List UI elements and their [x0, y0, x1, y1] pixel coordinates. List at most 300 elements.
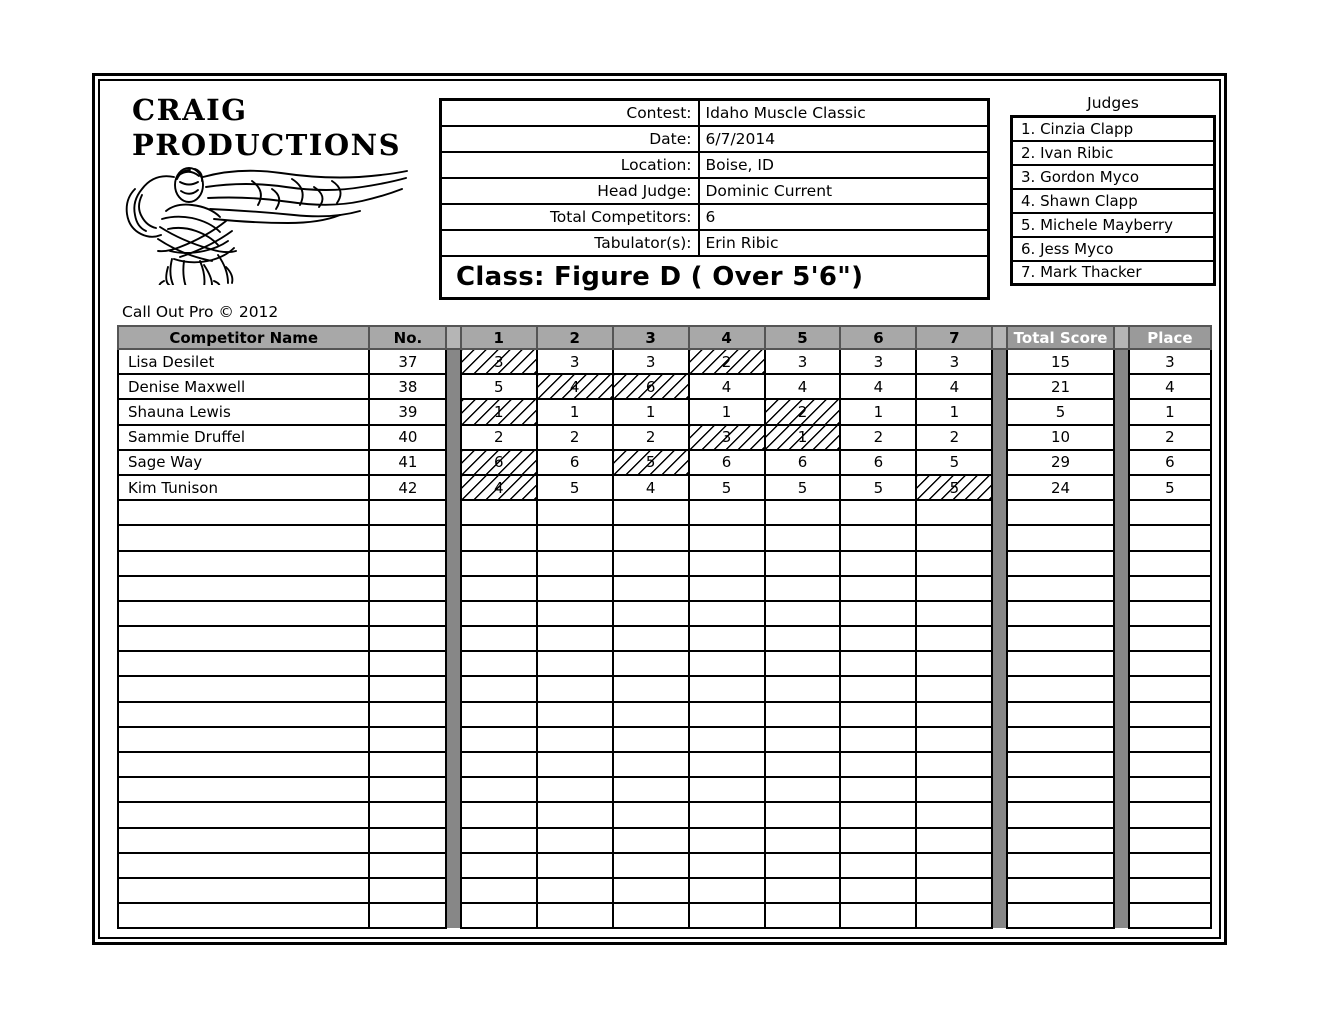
date-value[interactable]: 6/7/2014	[699, 126, 989, 152]
judge-score-cell-7[interactable]	[916, 802, 992, 827]
spacer-column-left	[446, 802, 460, 827]
contest-info-row	[441, 178, 989, 204]
total-score-cell	[1007, 802, 1115, 827]
judge-score-cell-2[interactable]: 4	[537, 374, 613, 399]
judge-score-cell-6[interactable]	[840, 878, 916, 903]
judge-score-cell-3[interactable]	[613, 853, 689, 878]
judge-score-cell-5[interactable]	[765, 651, 841, 676]
judge-score-cell-7[interactable]: 3	[916, 349, 992, 374]
contest-info-row	[441, 204, 989, 230]
judge-score-cell-5[interactable]	[765, 702, 841, 727]
judge-score-cell-4[interactable]: 3	[689, 425, 765, 450]
judge-score-cell-1[interactable]: 6	[461, 450, 537, 475]
judge-score-cell-5[interactable]: 6	[765, 450, 841, 475]
judge-score-cell-3[interactable]	[613, 551, 689, 576]
judge-score-cell-4[interactable]	[689, 853, 765, 878]
total-competitors-label: Total Competitors:	[441, 204, 699, 230]
spacer-column-left	[446, 475, 460, 500]
table-row	[118, 374, 1211, 399]
judge-score-cell-2[interactable]: 1	[537, 399, 613, 424]
judge-score-cell-1[interactable]	[461, 651, 537, 676]
judge-score-cell-2[interactable]	[537, 853, 613, 878]
judge-score-cell-6[interactable]: 1	[840, 399, 916, 424]
total-competitors-value[interactable]: 6	[699, 204, 989, 230]
judge-score-cell-7[interactable]	[916, 576, 992, 601]
judge-score-cell-3[interactable]: 5	[613, 450, 689, 475]
place-cell	[1129, 626, 1211, 651]
judge-score-cell-6[interactable]	[840, 903, 916, 928]
judge-score-cell-5[interactable]	[765, 676, 841, 701]
judge-score-cell-3[interactable]: 4	[613, 475, 689, 500]
spacer-column-mid	[992, 601, 1006, 626]
competitor-number-cell[interactable]	[369, 802, 446, 827]
competitor-name-cell[interactable]	[118, 626, 369, 651]
judge-score-cell-3[interactable]	[613, 651, 689, 676]
judge-score-cell-2[interactable]	[537, 727, 613, 752]
judge-score-cell-3[interactable]	[613, 777, 689, 802]
judge-score-cell-2[interactable]: 2	[537, 425, 613, 450]
judge-score-cell-5[interactable]	[765, 752, 841, 777]
judge-name-3[interactable]: 3. Gordon Myco	[1012, 165, 1215, 189]
spacer-column-right	[1114, 702, 1128, 727]
judge-score-cell-6[interactable]: 5	[840, 475, 916, 500]
judge-score-cell-2[interactable]: 5	[537, 475, 613, 500]
contest-info-row	[441, 100, 989, 126]
judge-score-cell-4[interactable]	[689, 828, 765, 853]
judge-score-cell-4[interactable]: 2	[689, 349, 765, 374]
judge-score-cell-1[interactable]	[461, 853, 537, 878]
competitor-name-cell[interactable]: Shauna Lewis	[118, 399, 369, 424]
spacer-column-left	[446, 374, 460, 399]
contest-value[interactable]: Idaho Muscle Classic	[699, 100, 989, 126]
judge-score-cell-2[interactable]	[537, 676, 613, 701]
judge-score-cell-6[interactable]	[840, 777, 916, 802]
judge-score-cell-3[interactable]	[613, 878, 689, 903]
judge-score-cell-1[interactable]	[461, 626, 537, 651]
spacer-column-mid	[992, 349, 1006, 374]
judge-score-cell-6[interactable]	[840, 601, 916, 626]
judge-score-cell-5[interactable]	[765, 802, 841, 827]
judge-score-cell-2[interactable]	[537, 576, 613, 601]
competitor-number-cell[interactable]	[369, 702, 446, 727]
judge-score-cell-3[interactable]: 1	[613, 399, 689, 424]
judge-score-cell-5[interactable]	[765, 551, 841, 576]
competitor-name-cell[interactable]	[118, 525, 369, 550]
judge-score-cell-7[interactable]: 4	[916, 374, 992, 399]
judge-score-cell-6[interactable]: 6	[840, 450, 916, 475]
judge-score-cell-1[interactable]	[461, 576, 537, 601]
judge-score-cell-5[interactable]: 3	[765, 349, 841, 374]
judge-score-cell-6[interactable]	[840, 500, 916, 525]
judge-score-cell-2[interactable]	[537, 752, 613, 777]
judge-score-cell-6[interactable]	[840, 727, 916, 752]
judge-score-cell-5[interactable]	[765, 576, 841, 601]
judge-score-cell-4[interactable]	[689, 752, 765, 777]
spacer-column-left	[446, 727, 460, 752]
judge-score-cell-2[interactable]	[537, 702, 613, 727]
scorecard-sheet	[92, 73, 1227, 945]
judge-score-cell-6[interactable]	[840, 752, 916, 777]
judge-score-cell-3[interactable]	[613, 576, 689, 601]
judge-score-cell-5[interactable]	[765, 903, 841, 928]
spacer-column-left	[446, 551, 460, 576]
spacer-column-right	[1114, 374, 1128, 399]
judge-score-cell-1[interactable]	[461, 727, 537, 752]
judge-score-cell-2[interactable]	[537, 802, 613, 827]
competitor-name-cell[interactable]	[118, 576, 369, 601]
competitor-number-cell[interactable]	[369, 853, 446, 878]
contest-info-row	[441, 152, 989, 178]
judge-score-cell-2[interactable]	[537, 601, 613, 626]
judge-score-cell-1[interactable]	[461, 500, 537, 525]
competitor-number-cell[interactable]	[369, 601, 446, 626]
competitor-number-cell[interactable]	[369, 828, 446, 853]
place-cell	[1129, 500, 1211, 525]
contest-info-row	[441, 230, 989, 256]
judge-score-cell-4[interactable]: 1	[689, 399, 765, 424]
total-score-cell	[1007, 828, 1115, 853]
location-value[interactable]: Boise, ID	[699, 152, 989, 178]
judge-score-cell-1[interactable]	[461, 702, 537, 727]
judge-score-cell-6[interactable]: 2	[840, 425, 916, 450]
judge-score-cell-2[interactable]: 3	[537, 349, 613, 374]
spacer-column-mid	[992, 878, 1006, 903]
judge-score-cell-3[interactable]	[613, 727, 689, 752]
judge-score-cell-1[interactable]: 1	[461, 399, 537, 424]
spacer-column-mid	[992, 903, 1006, 928]
judge-name-2[interactable]: 2. Ivan Ribic	[1012, 141, 1215, 165]
judge-score-cell-7[interactable]	[916, 651, 992, 676]
judge-score-cell-3[interactable]	[613, 752, 689, 777]
judge-score-cell-5[interactable]: 2	[765, 399, 841, 424]
spacer-column-mid	[992, 777, 1006, 802]
judge-score-cell-7[interactable]	[916, 500, 992, 525]
judge-score-cell-5[interactable]: 1	[765, 425, 841, 450]
judge-score-cell-2[interactable]	[537, 651, 613, 676]
judge-score-cell-4[interactable]	[689, 903, 765, 928]
judge-score-cell-2[interactable]	[537, 551, 613, 576]
total-score-cell	[1007, 551, 1115, 576]
competitor-number-cell[interactable]	[369, 576, 446, 601]
judge-score-cell-5[interactable]	[765, 853, 841, 878]
judge-score-cell-6[interactable]	[840, 576, 916, 601]
judge-row	[1012, 165, 1215, 189]
spacer-column-mid	[992, 450, 1006, 475]
judge-score-cell-2[interactable]	[537, 878, 613, 903]
spacer-column-left	[446, 626, 460, 651]
competitor-number-cell[interactable]	[369, 626, 446, 651]
competitor-name-cell[interactable]	[118, 853, 369, 878]
class-row	[441, 256, 989, 299]
judge-score-cell-5[interactable]	[765, 727, 841, 752]
judge-score-cell-4[interactable]	[689, 551, 765, 576]
competitor-name-cell[interactable]: Lisa Desilet	[118, 349, 369, 374]
judge-score-cell-2[interactable]	[537, 500, 613, 525]
competitor-number-cell[interactable]	[369, 525, 446, 550]
judge-score-cell-7[interactable]	[916, 551, 992, 576]
total-score-cell: 10	[1007, 425, 1115, 450]
judge-score-cell-4[interactable]	[689, 777, 765, 802]
spacer-column-right	[1114, 903, 1128, 928]
judge-score-cell-1[interactable]: 4	[461, 475, 537, 500]
judge-score-cell-3[interactable]	[613, 802, 689, 827]
spacer-column-left	[446, 676, 460, 701]
competitor-name-cell[interactable]	[118, 676, 369, 701]
judge-score-cell-7[interactable]: 2	[916, 425, 992, 450]
judge-score-cell-4[interactable]	[689, 802, 765, 827]
total-score-cell: 5	[1007, 399, 1115, 424]
judge-score-cell-7[interactable]	[916, 702, 992, 727]
judge-score-cell-3[interactable]: 3	[613, 349, 689, 374]
judge-score-cell-2[interactable]	[537, 626, 613, 651]
table-row-empty	[118, 500, 1211, 525]
judge-score-cell-7[interactable]: 5	[916, 475, 992, 500]
competitor-name-cell[interactable]	[118, 651, 369, 676]
judge-score-cell-3[interactable]	[613, 828, 689, 853]
head-judge-label: Head Judge:	[441, 178, 699, 204]
header-place: Place	[1129, 326, 1211, 349]
judge-score-cell-6[interactable]	[840, 551, 916, 576]
judge-score-cell-6[interactable]	[840, 676, 916, 701]
contest-label: Contest:	[441, 100, 699, 126]
judge-score-cell-2[interactable]	[537, 777, 613, 802]
spacer-column-left	[446, 425, 460, 450]
header-judge-5: 5	[765, 326, 841, 349]
judge-score-cell-7[interactable]	[916, 676, 992, 701]
judge-score-cell-1[interactable]	[461, 828, 537, 853]
judge-score-cell-7[interactable]	[916, 752, 992, 777]
competitor-name-cell[interactable]	[118, 500, 369, 525]
spacer-column-mid	[992, 853, 1006, 878]
spacer-column-right	[1114, 878, 1128, 903]
competitor-name-cell[interactable]	[118, 702, 369, 727]
judge-score-cell-4[interactable]	[689, 651, 765, 676]
place-cell	[1129, 551, 1211, 576]
judge-score-cell-3[interactable]	[613, 500, 689, 525]
competitor-number-cell[interactable]	[369, 727, 446, 752]
judge-score-cell-2[interactable]: 6	[537, 450, 613, 475]
judge-score-cell-3[interactable]	[613, 525, 689, 550]
competitor-name-cell[interactable]: Denise Maxwell	[118, 374, 369, 399]
judge-score-cell-5[interactable]	[765, 828, 841, 853]
judge-score-cell-5[interactable]	[765, 777, 841, 802]
table-row-empty	[118, 828, 1211, 853]
competitor-number-cell[interactable]	[369, 651, 446, 676]
spacer-column-mid	[992, 802, 1006, 827]
competitor-number-cell[interactable]	[369, 551, 446, 576]
judge-score-cell-1[interactable]	[461, 777, 537, 802]
judge-score-cell-7[interactable]: 1	[916, 399, 992, 424]
judge-score-cell-4[interactable]: 4	[689, 374, 765, 399]
judge-name-5[interactable]: 5. Michele Mayberry	[1012, 213, 1215, 237]
header-competitor-name: Competitor Name	[118, 326, 369, 349]
judge-score-cell-1[interactable]: 5	[461, 374, 537, 399]
competitor-name-cell[interactable]	[118, 551, 369, 576]
header-total-score: Total Score	[1007, 326, 1115, 349]
competitor-number-cell[interactable]: 37	[369, 349, 446, 374]
score-grid	[117, 325, 1212, 929]
spacer-column-left	[446, 878, 460, 903]
judge-score-cell-6[interactable]	[840, 651, 916, 676]
judge-score-cell-7[interactable]	[916, 525, 992, 550]
judge-score-cell-1[interactable]	[461, 802, 537, 827]
judge-score-cell-1[interactable]	[461, 676, 537, 701]
competitor-number-cell[interactable]: 40	[369, 425, 446, 450]
judge-score-cell-1[interactable]	[461, 551, 537, 576]
total-score-cell	[1007, 777, 1115, 802]
judge-score-cell-1[interactable]	[461, 903, 537, 928]
spacer-column-mid	[992, 500, 1006, 525]
judge-score-cell-7[interactable]	[916, 828, 992, 853]
competitor-number-cell[interactable]	[369, 676, 446, 701]
header-number: No.	[369, 326, 446, 349]
competitor-name-cell[interactable]: Kim Tunison	[118, 475, 369, 500]
judge-score-cell-4[interactable]	[689, 702, 765, 727]
competitor-number-cell[interactable]	[369, 500, 446, 525]
judge-score-cell-6[interactable]: 4	[840, 374, 916, 399]
table-row-empty	[118, 878, 1211, 903]
judge-score-cell-4[interactable]: 6	[689, 450, 765, 475]
place-cell	[1129, 676, 1211, 701]
judge-score-cell-6[interactable]	[840, 525, 916, 550]
competitor-name-cell[interactable]	[118, 752, 369, 777]
head-judge-value[interactable]: Dominic Current	[699, 178, 989, 204]
judge-score-cell-5[interactable]: 5	[765, 475, 841, 500]
place-cell	[1129, 878, 1211, 903]
judge-score-cell-4[interactable]	[689, 601, 765, 626]
judge-score-cell-1[interactable]	[461, 601, 537, 626]
judge-score-cell-6[interactable]	[840, 828, 916, 853]
competitor-number-cell[interactable]: 38	[369, 374, 446, 399]
table-row-empty	[118, 853, 1211, 878]
judge-score-cell-2[interactable]	[537, 525, 613, 550]
spacer-column-mid	[992, 626, 1006, 651]
judge-score-cell-5[interactable]	[765, 601, 841, 626]
judge-score-cell-7[interactable]	[916, 853, 992, 878]
judge-score-cell-3[interactable]	[613, 601, 689, 626]
spacer-column-right	[1114, 349, 1128, 374]
judge-score-cell-3[interactable]: 6	[613, 374, 689, 399]
spacer-column-right	[1114, 525, 1128, 550]
judge-name-4[interactable]: 4. Shawn Clapp	[1012, 189, 1215, 213]
judge-score-cell-5[interactable]	[765, 878, 841, 903]
score-grid-header-row	[118, 326, 1211, 349]
judge-score-cell-7[interactable]	[916, 601, 992, 626]
table-row-empty	[118, 777, 1211, 802]
spacer-column-mid	[992, 752, 1006, 777]
judge-score-cell-5[interactable]	[765, 500, 841, 525]
judge-score-cell-7[interactable]	[916, 878, 992, 903]
judge-name-1[interactable]: 1. Cinzia Clapp	[1012, 117, 1215, 141]
logo-line-1: CRAIG	[132, 93, 248, 127]
judge-score-cell-7[interactable]	[916, 727, 992, 752]
competitor-name-cell[interactable]	[118, 878, 369, 903]
total-score-cell	[1007, 601, 1115, 626]
total-score-cell	[1007, 676, 1115, 701]
competitor-number-cell[interactable]	[369, 752, 446, 777]
tabulators-value[interactable]: Erin Ribic	[699, 230, 989, 256]
judge-score-cell-2[interactable]	[537, 903, 613, 928]
judge-score-cell-3[interactable]	[613, 702, 689, 727]
judge-score-cell-5[interactable]	[765, 626, 841, 651]
header-judge-3: 3	[613, 326, 689, 349]
judge-score-cell-4[interactable]	[689, 676, 765, 701]
judge-score-cell-1[interactable]: 2	[461, 425, 537, 450]
judge-score-cell-6[interactable]	[840, 853, 916, 878]
spacer-column-right	[1114, 626, 1128, 651]
judge-score-cell-4[interactable]	[689, 626, 765, 651]
judge-score-cell-1[interactable]	[461, 525, 537, 550]
competitor-name-cell[interactable]	[118, 828, 369, 853]
competitor-name-cell[interactable]	[118, 601, 369, 626]
competitor-name-cell[interactable]	[118, 802, 369, 827]
spacer-column-mid	[992, 828, 1006, 853]
competitor-name-cell[interactable]	[118, 777, 369, 802]
judge-score-cell-1[interactable]	[461, 752, 537, 777]
judge-score-cell-6[interactable]	[840, 702, 916, 727]
spacer-column-mid	[992, 576, 1006, 601]
table-row-empty	[118, 601, 1211, 626]
competitor-name-cell[interactable]	[118, 727, 369, 752]
spacer-column-right	[1114, 601, 1128, 626]
judge-score-cell-7[interactable]	[916, 626, 992, 651]
competitor-number-cell[interactable]: 39	[369, 399, 446, 424]
place-cell	[1129, 903, 1211, 928]
competitor-number-cell[interactable]	[369, 777, 446, 802]
judge-score-cell-1[interactable]: 3	[461, 349, 537, 374]
place-cell	[1129, 601, 1211, 626]
judge-score-cell-4[interactable]	[689, 525, 765, 550]
competitor-number-cell[interactable]: 41	[369, 450, 446, 475]
judge-name-6[interactable]: 6. Jess Myco	[1012, 237, 1215, 261]
logo-line-2: PRODUCTIONS	[132, 128, 402, 163]
spacer-column-mid	[992, 551, 1006, 576]
judge-score-cell-3[interactable]	[613, 903, 689, 928]
judge-score-cell-6[interactable]: 3	[840, 349, 916, 374]
judge-score-cell-4[interactable]	[689, 878, 765, 903]
spacer-column-right	[1114, 576, 1128, 601]
judge-score-cell-7[interactable]	[916, 777, 992, 802]
judge-score-cell-5[interactable]	[765, 525, 841, 550]
competitor-number-cell[interactable]: 42	[369, 475, 446, 500]
judge-score-cell-7[interactable]: 5	[916, 450, 992, 475]
judge-score-cell-4[interactable]	[689, 500, 765, 525]
judge-score-cell-4[interactable]	[689, 576, 765, 601]
competitor-name-cell[interactable]: Sammie Druffel	[118, 425, 369, 450]
judge-score-cell-1[interactable]	[461, 878, 537, 903]
judge-score-cell-3[interactable]: 2	[613, 425, 689, 450]
judge-score-cell-3[interactable]	[613, 626, 689, 651]
judge-score-cell-2[interactable]	[537, 828, 613, 853]
table-row-empty	[118, 702, 1211, 727]
table-row-empty	[118, 525, 1211, 550]
competitor-name-cell[interactable]	[118, 903, 369, 928]
competitor-number-cell[interactable]	[369, 903, 446, 928]
judge-score-cell-3[interactable]	[613, 676, 689, 701]
judge-score-cell-7[interactable]	[916, 903, 992, 928]
total-score-cell	[1007, 727, 1115, 752]
judge-name-7[interactable]: 7. Mark Thacker	[1012, 261, 1215, 285]
header-judge-2: 2	[537, 326, 613, 349]
competitor-name-cell[interactable]: Sage Way	[118, 450, 369, 475]
total-score-cell: 29	[1007, 450, 1115, 475]
judge-score-cell-4[interactable]	[689, 727, 765, 752]
judge-score-cell-6[interactable]	[840, 802, 916, 827]
judge-score-cell-6[interactable]	[840, 626, 916, 651]
judge-score-cell-5[interactable]: 4	[765, 374, 841, 399]
competitor-number-cell[interactable]	[369, 878, 446, 903]
judge-score-cell-4[interactable]: 5	[689, 475, 765, 500]
